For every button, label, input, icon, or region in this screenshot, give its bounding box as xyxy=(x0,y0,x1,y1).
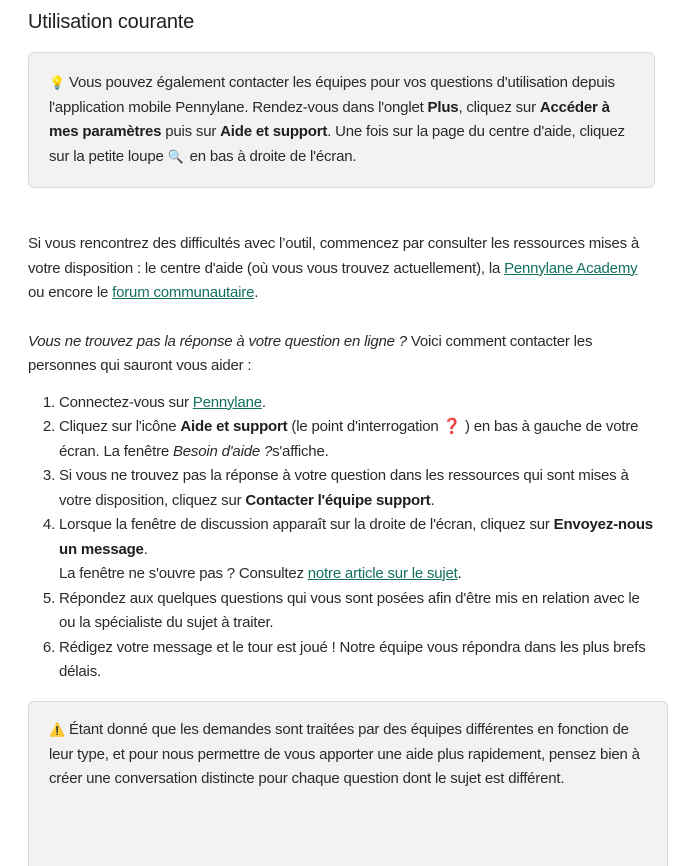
tip-text-3: puis sur xyxy=(161,123,221,140)
tip-callout xyxy=(28,52,655,188)
pennylane-link[interactable]: Pennylane xyxy=(192,393,262,411)
question-paragraph xyxy=(28,330,655,379)
step-2-italic: Besoin d'aide ? xyxy=(172,442,273,460)
section-heading: Utilisation courante xyxy=(28,11,195,33)
tip-text-1: Vous pouvez également contacter les équipes pour vos questions d'utilisation depuis l'application mobile Pennylane. Rendez-vous dans l'onglet xyxy=(49,74,615,116)
warning-callout xyxy=(28,701,668,866)
step-3 xyxy=(59,464,655,513)
warning-icon: ⚠️ xyxy=(49,722,65,737)
step-2-text-4: s'affiche. xyxy=(272,442,329,460)
step-6 xyxy=(59,636,655,685)
intro-text-1: Si vous rencontrez des difficultés avec l’outil, commencez par consulter les ressources mises à votre disposition : le centre d'aide (où vous vous trouvez actuellement), la xyxy=(28,235,639,277)
step-1 xyxy=(59,391,655,416)
step-5-text: Répondez aux quelques questions qui vous sont posées afin d'être mis en relation avec le ou la spécialiste du sujet à traiter. xyxy=(59,589,640,631)
tip-bold-settings: Accéder à mes paramètres xyxy=(49,98,610,140)
step-5 xyxy=(59,587,655,636)
step-6-text: Rédigez votre message et le tour est joué ! Notre équipe vous répondra dans les plus brefs délais. xyxy=(59,638,646,680)
magnifier-icon: 🔍 xyxy=(167,148,184,164)
step-2-text-3: ) en bas à gauche de votre écran. La fenêtre xyxy=(59,418,639,460)
step-4-end: . xyxy=(143,540,148,558)
tip-text-4: . Une fois sur la page du centre d'aide, cliquez sur la petite loupe xyxy=(49,123,625,165)
tip-text-5: en bas à droite de l'écran. xyxy=(189,147,357,165)
step-2 xyxy=(59,415,655,464)
step-3-end: . xyxy=(430,491,435,509)
step-2-text-2: (le point d'interrogation xyxy=(287,418,439,435)
tip-text-2: , cliquez sur xyxy=(458,98,540,116)
question-text: Voici comment contacter les personnes qui sauront vous aider : xyxy=(28,332,593,374)
intro-text-3: . xyxy=(254,284,259,301)
step-4-text-3: La fenêtre ne s'ouvre pas ? Consultez xyxy=(59,565,308,582)
steps-list xyxy=(28,391,655,685)
step-4-text: Lorsque la fenêtre de discussion apparaît sur la droite de l'écran, cliquez sur xyxy=(59,516,554,533)
article-link[interactable]: notre article sur le sujet xyxy=(307,565,458,582)
step-3-text: Si vous ne trouvez pas la réponse à votre question dans les ressources qui sont mises à votre disposition, cliquez sur xyxy=(59,467,629,509)
pennylane-academy-link[interactable]: Pennylane Academy xyxy=(504,259,638,277)
step-4-bold: Envoyez-nous un message xyxy=(59,516,653,558)
step-4-text-4: . xyxy=(457,565,462,582)
tip-bold-help: Aide et support xyxy=(220,123,328,140)
step-2-text: Cliquez sur l'icône xyxy=(59,418,181,435)
question-mark-icon: ❓ xyxy=(442,418,462,435)
step-1-end: . xyxy=(261,393,266,411)
forum-link[interactable]: forum communautaire xyxy=(112,284,255,301)
tip-bold-plus: Plus xyxy=(427,98,459,116)
lightbulb-icon: 💡 xyxy=(49,75,65,90)
step-3-bold: Contacter l'équipe support xyxy=(245,491,431,509)
step-1-text: Connectez-vous sur xyxy=(59,393,193,411)
question-italic: Vous ne trouvez pas la réponse à votre question en ligne ? xyxy=(28,332,407,350)
step-2-bold: Aide et support xyxy=(180,418,288,435)
intro-paragraph xyxy=(28,232,655,306)
intro-text-2: ou encore le xyxy=(28,284,113,301)
step-4 xyxy=(59,513,655,587)
warning-text: Étant donné que les demandes sont traitées par des équipes différentes en fonction de leur type, et pour nous permettre de vous apporter une aide plus rapidement, pensez bien à créer une conversation distincte pour chaque question dont le sujet est différent. xyxy=(49,721,640,787)
